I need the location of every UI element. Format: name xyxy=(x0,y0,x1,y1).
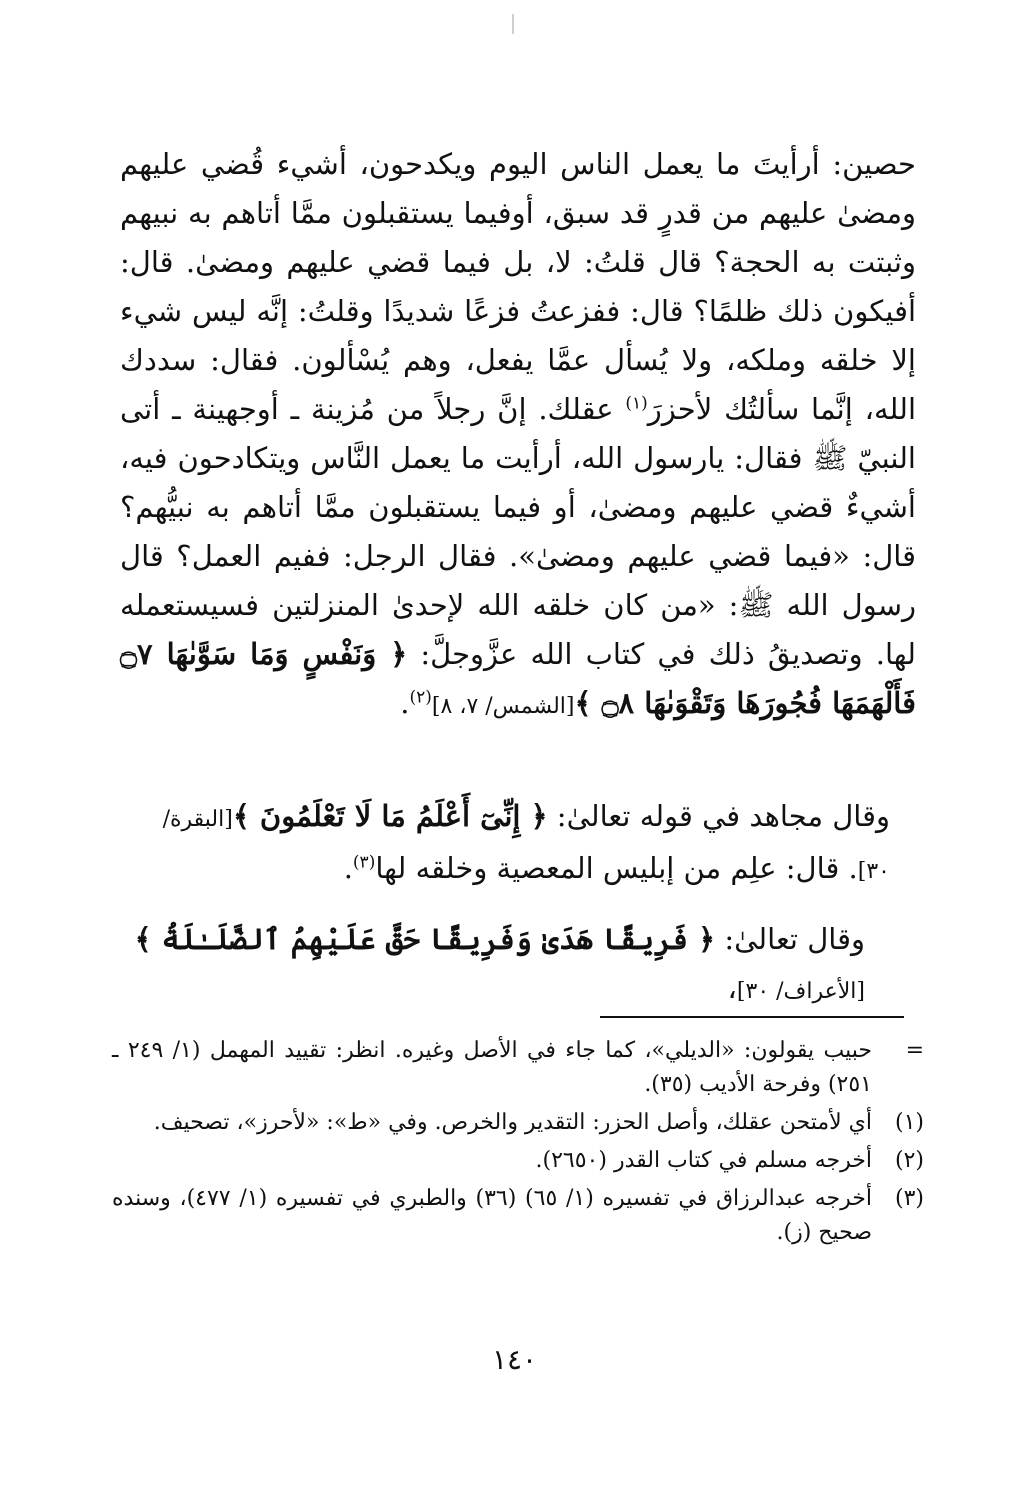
footnote-continuation xyxy=(112,1034,924,1102)
verse-reference-baqarah: [البقرة/ ٣٠] xyxy=(162,807,890,884)
verse-reference-shams: [الشمس/ ٧، ٨] xyxy=(431,694,575,719)
paragraph-2-text-b: . قال: علِم من إبليس المعصية وخلقه لها xyxy=(375,851,858,885)
main-paragraph-1 xyxy=(120,140,916,731)
footnote-number: = xyxy=(905,1038,924,1063)
footnote-separator xyxy=(600,1016,904,1018)
quran-verse-baqarah: ﴿ إِنِّىٓ أَعْلَمُ مَا لَا تَعْلَمُونَ ﴾ xyxy=(232,799,548,833)
footnote-3 xyxy=(112,1182,924,1250)
footnote-number: (٢) xyxy=(894,1148,924,1173)
main-paragraph-3 xyxy=(120,915,865,1016)
footnote-number: (٣) xyxy=(894,1186,924,1211)
paragraph-1-end: . xyxy=(400,686,410,720)
footnote-text: حبيب يقولون: «الديلي»، كما جاء في الأصل وغيره. انظر: تقييد المهمل (١/ ٢٤٩ ـ ٢٥١) وفرحة الأديب (٣٥). xyxy=(112,1038,873,1097)
paragraph-3-text-a: وقال تعالىٰ: xyxy=(715,922,865,956)
top-edge-mark xyxy=(512,14,514,34)
quran-verse-araf: ﴿ فَرِيقًا هَدَىٰ وَفَرِيقًا حَقَّ عَلَيْهِمُ ٱلضَّلَـٰلَةُ ﴾ xyxy=(134,922,716,956)
paragraph-2-text-a: وقال مجاهد في قوله تعالىٰ: xyxy=(547,799,890,833)
footnote-text: أخرجه مسلم في كتاب القدر (٢٦٥٠). xyxy=(535,1148,872,1173)
paragraph-1-text-b: عقلك. إنَّ رجلاً من مُزينة ـ أوجهينة ـ أتى النبيّ ﷺ فقال: يارسول الله، أرأيت ما يعمل النَّاس ويتكادحون فيه، أشيءٌ قضي عليهم ومضىٰ، أو فيما يستقبلون ممَّا أتاهم به نبيُّهم؟ قال: «فيما قضي عليهم ومضىٰ». فقال الرجل: ففيم العمل؟ قال رسول الله ﷺ: «من كان خلقه الله لإحدىٰ المنزلتين فسيستعمله لها. وتصديقُ ذلك في كتاب الله عزَّوجلَّ: xyxy=(120,392,916,671)
verse-reference-araf: [الأعراف/ ٣٠] xyxy=(736,979,865,1004)
quran-verse-shams: ﴿ وَنَفْسٍ وَمَا سَوَّىٰهَا ۝٧ فَأَلْهَمَهَا فُجُورَهَا وَتَقْوَىٰهَا ۝٨ ﴾ xyxy=(120,637,916,720)
paragraph-3-end: ، xyxy=(727,971,737,1005)
footnote-1 xyxy=(112,1106,924,1140)
paragraph-2-end: . xyxy=(343,851,353,885)
footnote-2 xyxy=(112,1144,924,1178)
footnote-ref-2: (٢) xyxy=(409,687,432,708)
paragraph-1-text-a: حصين: أرأيتَ ما يعمل الناس اليوم ويكدحون، أشيء قُضي عليهم ومضىٰ عليهم من قدرٍ قد سبق، أوفيما يستقبلون ممَّا أتاهم به نبيهم وثبتت به الحجة؟ قال قلتُ: لا، بل فيما قضي عليهم ومضىٰ. قال: أفيكون ذلك ظلمًا؟ قال: ففزعتُ فزعًا شديدًا وقلتُ: إنَّه ليس شيء إلا خلقه وملكه، ولا يُسأل عمَّا يفعل، وهم يُسْألون. فقال: سددك الله، إنَّما سألتُك لأحزرَ xyxy=(120,147,917,426)
footnote-ref-1: (١) xyxy=(625,393,648,414)
footnotes xyxy=(112,1034,924,1254)
footnote-number: (١) xyxy=(894,1110,924,1135)
footnote-text: أخرجه عبدالرزاق في تفسيره (١/ ٦٥) (٣٦) والطبري في تفسيره (١/ ٤٧٧)، وسنده صحيح (ز). xyxy=(112,1186,872,1245)
main-paragraph-2 xyxy=(120,792,890,896)
footnote-text: أي لأمتحن عقلك، وأصل الحزر: التقدير والخرص. وفي «ط»: «لأحرز»، تصحيف. xyxy=(153,1110,872,1135)
footnote-ref-3: (٣) xyxy=(352,852,376,873)
page-number: ١٤٠ xyxy=(491,1343,538,1376)
